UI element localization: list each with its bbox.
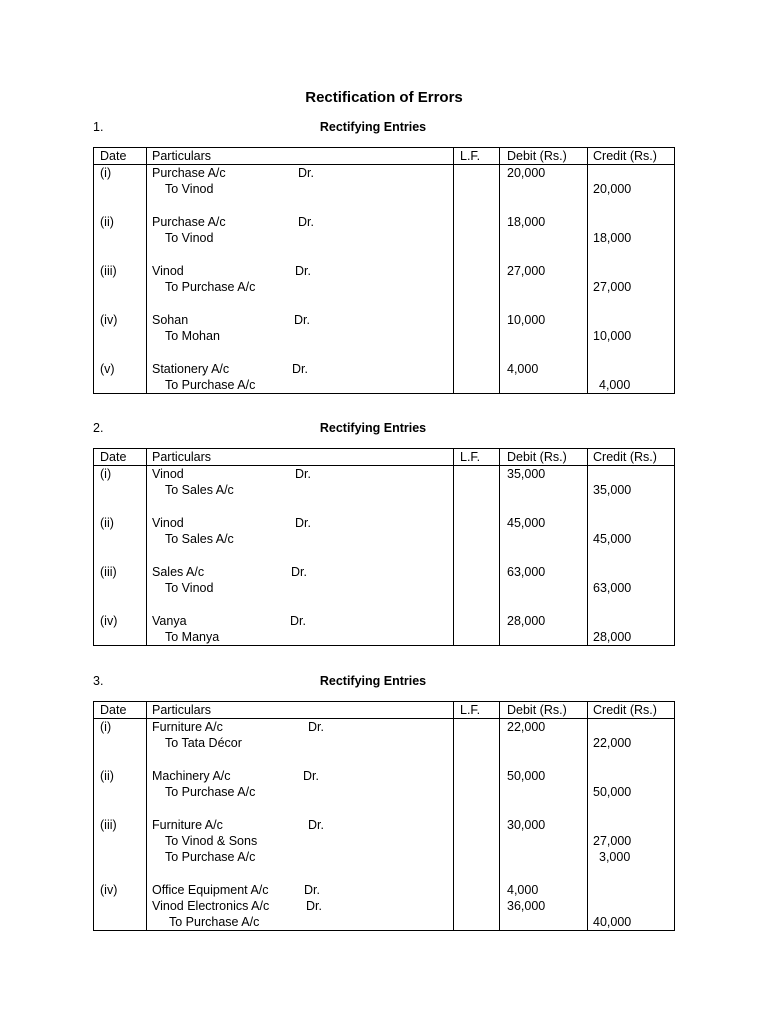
header-date: Date	[100, 703, 127, 717]
credit-amount: 18,000	[593, 231, 632, 245]
journal-section	[93, 120, 675, 394]
entry-line	[94, 328, 674, 344]
header-date: Date	[100, 450, 127, 464]
entry-line	[94, 580, 674, 596]
entry-particulars: To Purchase A/c	[165, 378, 256, 392]
header-credit: Credit (Rs.)	[593, 450, 657, 464]
debit-marker: Dr.	[290, 614, 306, 628]
header-debit: Debit (Rs.)	[507, 149, 567, 163]
entry-line	[94, 361, 674, 377]
credit-amount: 28,000	[593, 630, 632, 644]
debit-marker: Dr.	[291, 565, 307, 579]
journal-table	[93, 147, 675, 394]
credit-amount: 3,000	[599, 850, 631, 864]
debit-amount: 50,000	[507, 769, 546, 783]
header-date: Date	[100, 149, 127, 163]
credit-amount: 45,000	[593, 532, 632, 546]
debit-amount: 4,000	[507, 362, 539, 376]
debit-amount: 18,000	[507, 215, 546, 229]
entry-line	[94, 768, 674, 784]
header-particulars: Particulars	[152, 450, 212, 464]
debit-amount: 30,000	[507, 818, 546, 832]
entry-date: (iii)	[100, 264, 117, 278]
section-header	[93, 120, 675, 138]
entry-particulars: To Sales A/c	[165, 483, 234, 497]
debit-marker: Dr.	[295, 467, 311, 481]
debit-marker: Dr.	[298, 215, 314, 229]
entry-particulars: Vanya	[152, 614, 187, 628]
table-header	[94, 148, 674, 165]
section-number: 1.	[93, 120, 104, 134]
journal-entry	[94, 165, 674, 197]
entry-line	[94, 898, 674, 914]
credit-amount: 40,000	[593, 915, 632, 929]
entry-date: (iv)	[100, 614, 118, 628]
entry-line	[94, 263, 674, 279]
entry-line	[94, 312, 674, 328]
debit-amount: 22,000	[507, 720, 546, 734]
journal-entry	[94, 466, 674, 498]
credit-amount: 50,000	[593, 785, 632, 799]
journal-table	[93, 448, 675, 646]
entry-line	[94, 564, 674, 580]
entry-line	[94, 531, 674, 547]
table-header	[94, 702, 674, 719]
entry-line	[94, 482, 674, 498]
debit-amount: 35,000	[507, 467, 546, 481]
journal-entry	[94, 312, 674, 344]
header-particulars: Particulars	[152, 149, 212, 163]
journal-entry	[94, 564, 674, 596]
section-header	[93, 674, 675, 692]
entry-particulars: Sohan	[152, 313, 189, 327]
entry-particulars: To Purchase A/c	[165, 280, 256, 294]
debit-marker: Dr.	[303, 769, 319, 783]
debit-marker: Dr.	[306, 899, 322, 913]
header-lf: L.F.	[460, 149, 481, 163]
entry-particulars: Furniture A/c	[152, 818, 223, 832]
debit-amount: 45,000	[507, 516, 546, 530]
entry-line	[94, 181, 674, 197]
entry-particulars: Vinod Electronics A/c	[152, 899, 270, 913]
entry-particulars: Sales A/c	[152, 565, 205, 579]
entry-line	[94, 279, 674, 295]
header-particulars: Particulars	[152, 703, 212, 717]
entry-particulars: Purchase A/c	[152, 215, 226, 229]
entry-particulars: Office Equipment A/c	[152, 883, 269, 897]
entry-line	[94, 735, 674, 751]
section-number: 2.	[93, 421, 104, 435]
entry-date: (ii)	[100, 516, 114, 530]
debit-amount: 63,000	[507, 565, 546, 579]
entry-line	[94, 466, 674, 482]
journal-entry	[94, 515, 674, 547]
entry-particulars: Purchase A/c	[152, 166, 226, 180]
entry-line	[94, 515, 674, 531]
section-title: Rectifying Entries	[319, 674, 427, 688]
journal-section	[93, 421, 675, 646]
entry-particulars: To Tata Décor	[165, 736, 242, 750]
journal-section	[93, 674, 675, 931]
journal-entry	[94, 719, 674, 751]
entry-line	[94, 849, 674, 865]
section-header	[93, 421, 675, 439]
entry-particulars: To Vinod & Sons	[165, 834, 258, 848]
entry-date: (i)	[100, 720, 112, 734]
debit-amount: 28,000	[507, 614, 546, 628]
debit-amount: 10,000	[507, 313, 546, 327]
header-lf: L.F.	[460, 703, 481, 717]
entry-line	[94, 629, 674, 645]
debit-marker: Dr.	[295, 516, 311, 530]
debit-amount: 27,000	[507, 264, 546, 278]
entry-line	[94, 377, 674, 393]
entry-particulars: To Vinod	[165, 231, 214, 245]
entry-particulars: To Mohan	[165, 329, 220, 343]
credit-amount: 35,000	[593, 483, 632, 497]
header-lf: L.F.	[460, 450, 481, 464]
section-title: Rectifying Entries	[319, 421, 427, 435]
entry-date: (ii)	[100, 215, 114, 229]
debit-marker: Dr.	[292, 362, 308, 376]
journal-entry	[94, 613, 674, 645]
entry-particulars: To Vinod	[165, 581, 214, 595]
entry-date: (v)	[100, 362, 115, 376]
debit-amount: 4,000	[507, 883, 539, 897]
entry-line	[94, 165, 674, 181]
journal-entry	[94, 214, 674, 246]
debit-marker: Dr.	[308, 818, 324, 832]
journal-table	[93, 701, 675, 931]
entry-line	[94, 719, 674, 735]
journal-entry	[94, 263, 674, 295]
entry-line	[94, 784, 674, 800]
section-number: 3.	[93, 674, 104, 688]
credit-amount: 10,000	[593, 329, 632, 343]
entry-line	[94, 230, 674, 246]
entry-date: (ii)	[100, 769, 114, 783]
debit-amount: 36,000	[507, 899, 546, 913]
credit-amount: 27,000	[593, 834, 632, 848]
entry-date: (iii)	[100, 565, 117, 579]
entry-particulars: Machinery A/c	[152, 769, 231, 783]
entry-date: (iii)	[100, 818, 117, 832]
table-header	[94, 449, 674, 466]
journal-entry	[94, 882, 674, 930]
page-title: Rectification of Errors	[305, 89, 463, 106]
entry-particulars: Furniture A/c	[152, 720, 223, 734]
credit-amount: 27,000	[593, 280, 632, 294]
header-debit: Debit (Rs.)	[507, 703, 567, 717]
debit-amount: 20,000	[507, 166, 546, 180]
entry-particulars: Vinod	[152, 516, 184, 530]
header-credit: Credit (Rs.)	[593, 149, 657, 163]
debit-marker: Dr.	[295, 264, 311, 278]
section-title: Rectifying Entries	[319, 120, 427, 134]
entry-date: (i)	[100, 166, 112, 180]
debit-marker: Dr.	[298, 166, 314, 180]
credit-amount: 20,000	[593, 182, 632, 196]
entry-particulars: To Vinod	[165, 182, 214, 196]
debit-marker: Dr.	[308, 720, 324, 734]
header-credit: Credit (Rs.)	[593, 703, 657, 717]
credit-amount: 4,000	[599, 378, 631, 392]
debit-marker: Dr.	[304, 883, 320, 897]
journal-entry	[94, 361, 674, 393]
entry-line	[94, 613, 674, 629]
debit-marker: Dr.	[294, 313, 310, 327]
entry-particulars: Vinod	[152, 467, 184, 481]
entry-particulars: To Purchase A/c	[169, 915, 260, 929]
entry-date: (iv)	[100, 883, 118, 897]
entry-line	[94, 214, 674, 230]
entry-particulars: To Purchase A/c	[165, 785, 256, 799]
entry-particulars: Vinod	[152, 264, 184, 278]
entry-particulars: To Manya	[165, 630, 220, 644]
credit-amount: 22,000	[593, 736, 632, 750]
journal-entry	[94, 817, 674, 865]
entry-date: (i)	[100, 467, 112, 481]
header-debit: Debit (Rs.)	[507, 450, 567, 464]
entry-line	[94, 817, 674, 833]
entry-particulars: To Purchase A/c	[165, 850, 256, 864]
journal-entry	[94, 768, 674, 800]
entry-particulars: Stationery A/c	[152, 362, 230, 376]
credit-amount: 63,000	[593, 581, 632, 595]
entry-particulars: To Sales A/c	[165, 532, 234, 546]
entry-line	[94, 914, 674, 930]
entry-line	[94, 882, 674, 898]
entry-line	[94, 833, 674, 849]
entry-date: (iv)	[100, 313, 118, 327]
